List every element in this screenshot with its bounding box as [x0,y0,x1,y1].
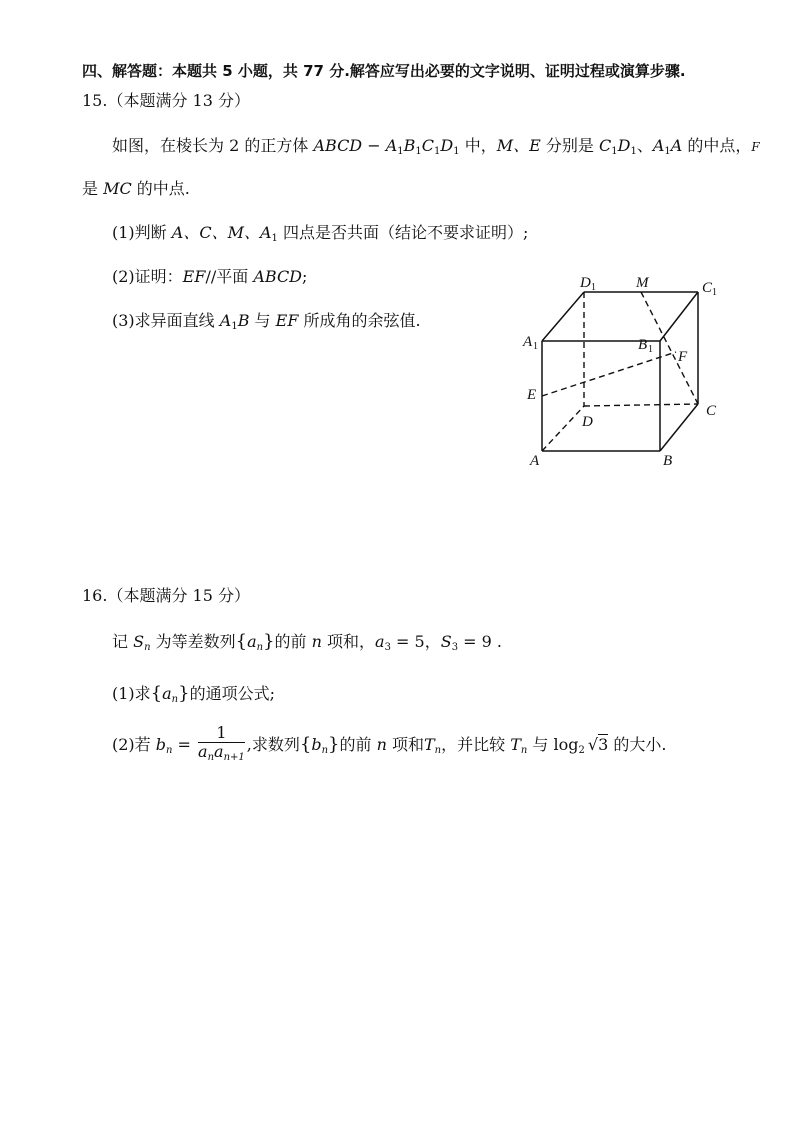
A: A [670,136,683,155]
label-D1: D [580,275,591,291]
q15-part2-c: ; [302,267,308,286]
S3: S [440,632,452,651]
sub-n: n [321,745,329,756]
sub-n: n [166,745,173,756]
q15-part1-b: 四点是否共面（结论不要求证明）; [277,223,529,242]
q16-part2-d: 项和 [386,735,424,754]
n: n [311,632,322,651]
label-D1-sub: 1 [591,282,596,293]
an1: a [214,742,224,761]
sub-n: n [171,694,179,705]
n: n [376,735,387,754]
label-F: F [678,349,688,365]
segment-EF-dashed [542,352,676,396]
q16-intro-d: 项和， [321,632,376,651]
sub-1: 1 [664,146,671,157]
frac-numerator: 1 [198,724,245,743]
q16-part2-b: ,求数列 [246,735,300,754]
separator: 、 [636,136,653,155]
q16-part2-e: ，并比较 [441,735,511,754]
bn: b [155,735,167,754]
q16-intro-e: ， [424,632,441,651]
q15-part3 [112,310,421,338]
sub-1: 1 [453,146,460,157]
label-C: C [706,403,717,419]
fraction [198,724,245,767]
dash: − [362,136,386,155]
q15-intro-f: 的中点. [131,179,190,198]
rbrace: } [178,683,190,704]
q16-intro-a: 记 [112,632,134,651]
q15-part1 [112,222,528,250]
label-A: A [530,453,540,469]
q16-intro-b: 为等差数列 [150,632,236,651]
sqrt-sign: √ [587,735,599,754]
points-M-E: M、E [496,136,541,155]
edge-BC [660,404,698,451]
q16-part2-c: 的前 [339,735,377,754]
q16-part1-b: 的通项公式; [189,684,275,703]
an: a [162,684,172,703]
label-C1-sub: 1 [712,287,717,298]
label-A1-sub: 1 [533,341,538,352]
sub-n-plus-1: n+1 [223,752,245,763]
sub-3: 3 [451,642,459,653]
sub-1: 1 [271,233,278,244]
lbrace: { [299,734,312,755]
label-E: E [527,387,537,403]
bn: b [311,735,322,754]
A1B-B: B [237,311,250,330]
q15-intro-c: 分别是 [540,136,599,155]
C1: C [598,136,612,155]
sub-3: 3 [384,642,391,653]
edge-B1C1 [660,292,698,341]
q16-part2-f: 与 [527,735,554,754]
an: a [247,632,257,651]
q16-part2 [112,724,666,771]
q16-intro [112,631,502,659]
A1: A [652,136,665,155]
q15-part1-a: (1)判断 [112,223,172,242]
q15-part2-a: (2)证明： [112,267,183,286]
q15-part3-a: (3)求异面直线 [112,311,220,330]
q16-part1 [112,683,275,711]
eq9: = 9 . [458,632,502,651]
sub-n: n [434,745,442,756]
segment-EF: EF [275,311,299,330]
q16-intro-c: 的前 [274,632,312,651]
A1B-A: A [219,311,232,330]
rbrace: } [263,631,275,652]
q16-part1-a: (1)求 [112,684,151,703]
cube-A1: A [385,136,398,155]
edge-DC-hidden [584,404,698,406]
q15-part2-b: //平面 [205,267,254,286]
sub-1: 1 [397,146,404,157]
a3: a [375,632,385,651]
q15-header: 15.（本题满分 13 分） [82,91,250,110]
lbrace: { [235,631,248,652]
label-B1-sub: 1 [648,344,653,355]
q15-intro-a: 如图，在棱长为 2 的正方体 [112,136,314,155]
rbrace: } [328,734,340,755]
sub-n: n [144,642,151,653]
cube-figure [510,268,740,473]
label-A1: A [523,334,533,350]
eq5: = 5 [390,632,425,651]
Sn: S [133,632,145,651]
sub-1: 1 [611,146,618,157]
q16-part2-g: 的大小. [608,735,667,754]
q15-intro-e: 是 [82,179,104,198]
cube-C1: C [421,136,435,155]
segment-MC: MC [103,179,132,198]
sub-n: n [207,752,215,763]
label-D: D [582,414,593,430]
cube-name: ABCD [313,136,363,155]
Tn: T [423,735,435,754]
sub-1: 1 [434,146,441,157]
q15-intro-line1 [112,135,760,163]
section-heading: 四、解答题：本题共 5 小题，共 77 分.解答应写出必要的文字说明、证明过程或演算步骤. [82,62,686,80]
sqrt-3: 3 [598,735,609,754]
sub-1: 1 [630,146,637,157]
Tn: T [510,735,521,754]
cube-B1: B [403,136,416,155]
point-F: F [751,140,760,154]
q16-header: 16.（本题满分 15 分） [82,586,250,605]
q16-part2-a: (2)若 [112,735,156,754]
D1: D [617,136,631,155]
q15-intro-b: 中， [459,136,497,155]
log: log [553,735,579,754]
edge-A1D1 [542,292,584,341]
sub-n: n [520,745,528,756]
points-ACMA1: A、C、M、A [171,223,272,242]
frac-denominator [198,743,245,767]
label-C1: C [702,280,713,296]
q15-part3-c: 所成角的余弦值. [298,311,421,330]
label-M: M [636,275,649,291]
sub-1: 1 [415,146,422,157]
sub-2: 2 [578,745,585,756]
label-B: B [663,453,673,469]
lbrace: { [150,683,163,704]
cube-D1: D [440,136,454,155]
sub-n: n [256,642,264,653]
q15-part3-b: 与 [249,311,276,330]
edge-AD-hidden [542,406,584,451]
q15-intro-d: 的中点， [682,136,752,155]
eq: = [172,735,197,754]
sub-1: 1 [231,321,238,332]
label-B1: B [638,337,648,353]
q15-part2 [112,266,307,288]
q15-intro-line2 [82,178,190,200]
segment-EF: EF [182,267,206,286]
plane-ABCD: ABCD [253,267,303,286]
an: a [198,742,208,761]
